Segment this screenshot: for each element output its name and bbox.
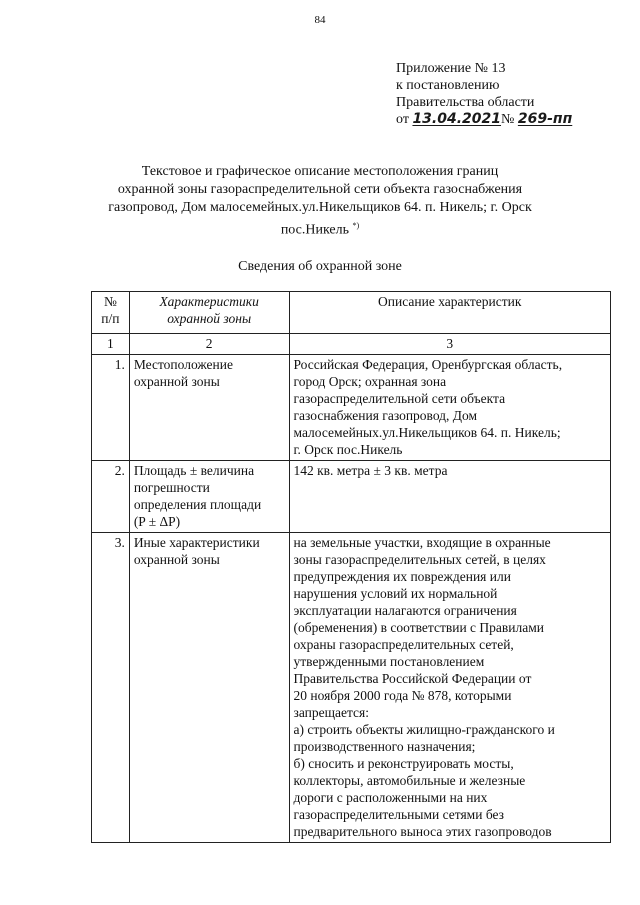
description-line: охраны газораспределительных сетей, (293, 637, 514, 652)
row-description (289, 533, 611, 843)
description-line: 142 кв. метра ± 3 кв. метра (293, 463, 448, 478)
table-row (92, 461, 611, 533)
characteristic-line: (P ± ΔP) (133, 514, 181, 529)
row-number: 2. (92, 461, 130, 533)
table-header-row (92, 292, 611, 334)
row-number: 3. (92, 533, 130, 843)
characteristic-line: Иные характеристики (133, 535, 260, 550)
description-line: коллекторы, автомобильные и железные (293, 773, 526, 788)
characteristic-line: охранной зоны (133, 374, 220, 389)
table-row (92, 533, 611, 843)
number-prefix: № (501, 112, 515, 127)
table-row (92, 355, 611, 461)
characteristic-line: определения площади (133, 497, 262, 512)
header-num-a: № (103, 294, 117, 309)
title-line-4-text: пос.Никель (280, 222, 350, 238)
description-line: а) строить объекты жилищно-гражданского и (293, 722, 555, 737)
description-line: производственного назначения; (293, 739, 476, 754)
col-number-2: 2 (129, 334, 289, 355)
row-number: 1. (92, 355, 130, 461)
description-line: дороги с расположенными на них (293, 790, 488, 805)
handwritten-number: 269-пп (517, 111, 573, 127)
description-line: г. Орск пос.Никель (293, 442, 403, 457)
description-line: утвержденными постановлением (293, 654, 485, 669)
appendix-header (396, 60, 636, 128)
description-line: предупреждения их повреждения или (293, 569, 511, 584)
table-body (92, 355, 611, 843)
description-line: малосемейных.ул.Никельщиков 64. п. Никель; (293, 425, 561, 440)
description-line: газораспределительными сетями без (293, 807, 505, 822)
characteristic-line: Местоположение (133, 357, 233, 372)
section-subtitle: Сведения об охранной зоне (238, 259, 402, 274)
col-number-3: 3 (289, 334, 611, 355)
description-line: предварительного выноса этих газопроводов (293, 824, 552, 839)
column-number-row (92, 334, 611, 355)
zone-info-table (91, 291, 611, 843)
description-line: город Орск; охранная зона (293, 374, 447, 389)
description-line: газоснабжения газопровод, Дом (293, 408, 478, 423)
characteristic-line: погрешности (133, 480, 210, 495)
header-char-b: охранной зоны (167, 311, 252, 326)
document-title (90, 163, 550, 240)
handwritten-date: 13.04.2021 (412, 111, 502, 127)
date-prefix: от (396, 112, 409, 127)
header-description: Описание характеристик (289, 292, 611, 334)
col-number-1: 1 (92, 334, 130, 355)
row-description (289, 461, 611, 533)
page-number: 84 (314, 14, 326, 26)
appendix-line-3: Правительства области (396, 95, 535, 110)
description-line: газораспределительной сети объекта (293, 391, 506, 406)
header-char-a: Характеристики (159, 294, 259, 309)
appendix-date-line (396, 111, 636, 128)
description-line: Правительства Российской Федерации от (293, 671, 532, 686)
row-characteristic (129, 461, 289, 533)
title-line-1: Текстовое и графическое описание местоположения границ (141, 164, 499, 179)
characteristic-line: Площадь ± величина (133, 463, 255, 478)
footnote-mark: *) (352, 221, 360, 230)
description-line: на земельные участки, входящие в охранные (293, 535, 551, 550)
description-line: 20 ноября 2000 года № 878, которыми (293, 688, 512, 703)
row-description (289, 355, 611, 461)
title-line-3: газопровод, Дом малосемейных.ул.Никельщиков 64. п. Никель; г. Орск (108, 200, 532, 215)
appendix-line-2: к постановлению (396, 78, 500, 93)
title-line-4 (90, 217, 550, 240)
description-line: запрещается: (293, 705, 370, 720)
header-num (92, 292, 130, 334)
row-characteristic (129, 533, 289, 843)
description-line: б) сносить и реконструировать мосты, (293, 756, 514, 771)
description-line: нарушения условий их нормальной (293, 586, 498, 601)
row-characteristic (129, 355, 289, 461)
title-line-2: охранной зоны газораспределительной сети объекта газоснабжения (117, 182, 523, 197)
characteristic-line: охранной зоны (133, 552, 220, 567)
header-num-b: п/п (101, 311, 120, 326)
description-line: (обременения) в соответствии с Правилами (293, 620, 544, 635)
description-line: эксплуатации налагаются ограничения (293, 603, 517, 618)
description-line: Российская Федерация, Оренбургская область, (293, 357, 563, 372)
appendix-line-1: Приложение № 13 (396, 61, 506, 76)
header-characteristics (129, 292, 289, 334)
description-line: зоны газораспределительных сетей, в целях (293, 552, 546, 567)
